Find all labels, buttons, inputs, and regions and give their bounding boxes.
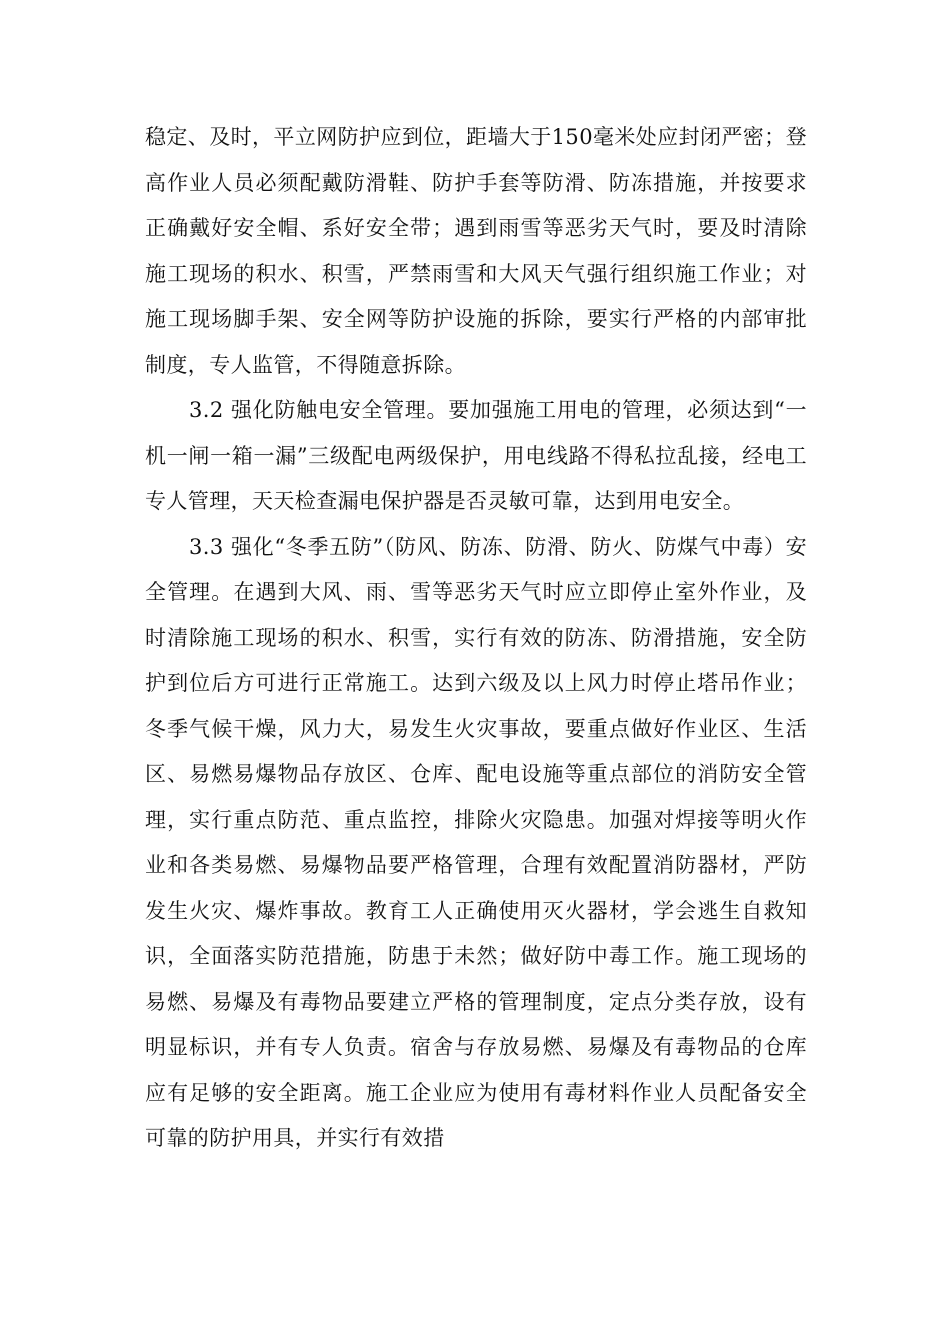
paragraph-fall-protection: 稳定、及时，平立网防护应到位，距墙大于150毫米处应封闭严密；登高作业人员必须配戴防滑鞋、防护手套等防滑、防冻措施，并按要求正确戴好安全帽、系好安全带；遇到雨雪等恶劣天气时，要及时清除施工现场的积水、积雪，严禁雨雪和大风天气强行组织施工作业；对施工现场脚手架、安全网等防护设施的拆除，要实行严格的内部审批制度，专人监管，不得随意拆除。	[145, 125, 807, 377]
paragraph-winter-five-protections: 3.3 强化“冬季五防”（防风、防冻、防滑、防火、防煤气中毒）安全管理。在遇到大风、雨、雪等恶劣天气时应立即停止室外作业，及时清除施工现场的积水、积雪，实行有效的防冻、防滑措施，安全防护到位后方可进行正常施工。达到六级及以上风力时停止塔吊作业；冬季气候干燥，风力大，易发生火灾事故，要重点做好作业区、生活区、易燃易爆物品存放区、仓库、配电设施等重点部位的消防安全管理，实行重点防范、重点监控，排除火灾隐患。加强对焊接等明火作业和各类易燃、易爆物品要严格管理，合理有效配置消防器材，严防发生火灾、爆炸事故。教育工人正确使用灭火器材，学会逃生自救知识，全面落实防范措施，防患于未然；做好防中毒工作。施工现场的易燃、易爆及有毒物品要建立严格的管理制度，定点分类存放，设有明显标识，并有专人负责。宿舍与存放易燃、易爆及有毒物品的仓库应有足够的安全距离。施工企业应为使用有毒材料作业人员配备安全可靠的防护用具，并实行有效措	[145, 534, 807, 1150]
paragraph-electric-safety: 3.2 强化防触电安全管理。要加强施工用电的管理，必须达到“一机一闸一箱一漏”三级配电两级保护，用电线路不得私拉乱接，经电工专人管理，天天检查漏电保护器是否灵敏可靠，达到用电安全。	[145, 398, 807, 513]
document-body	[145, 115, 807, 1162]
